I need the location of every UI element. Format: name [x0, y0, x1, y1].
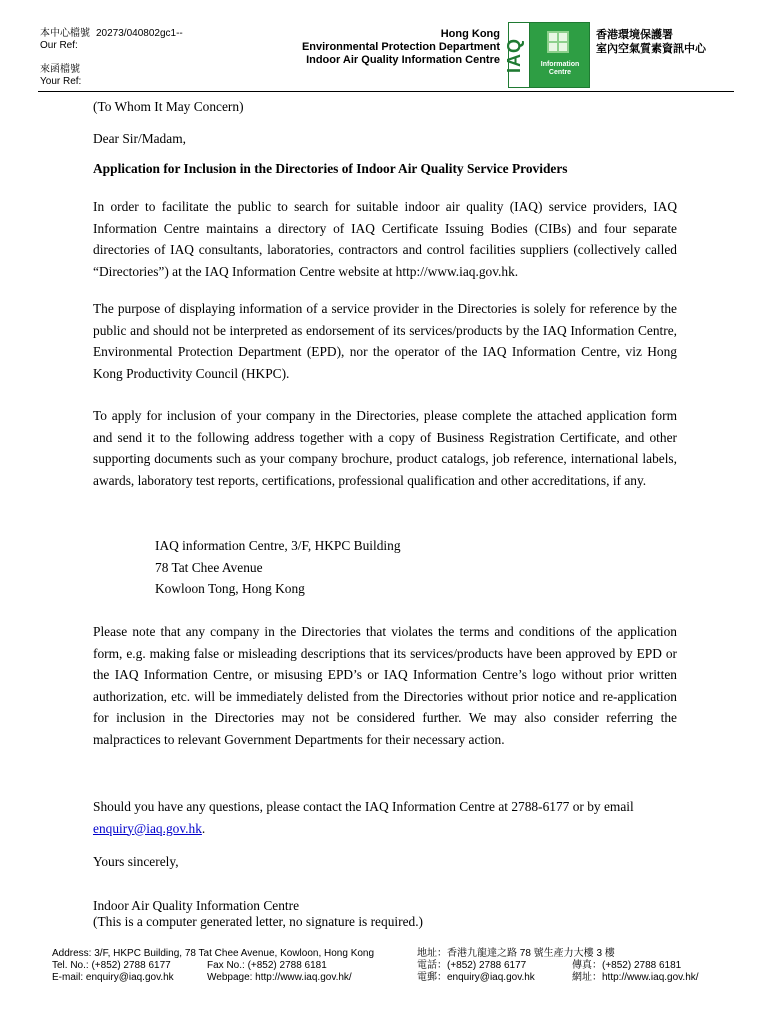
footer-email: E-mail: enquiry@iaq.gov.hk [52, 972, 174, 983]
closing: Yours sincerely, [93, 854, 179, 869]
signature-block [93, 898, 677, 930]
signer-note: (This is a computer generated letter, no signature is required.) [93, 914, 424, 929]
mailing-address [155, 535, 401, 600]
email-link[interactable]: enquiry@iaq.gov.hk [93, 820, 202, 836]
logo-caption [533, 61, 587, 77]
our-ref-label: Our Ref: [40, 40, 78, 51]
paragraph-5 [93, 796, 677, 839]
subject-line: Application for Inclusion in the Directories of Indoor Air Quality Service Providers [93, 161, 568, 176]
logo-letters: IAQ [504, 37, 525, 74]
footer-english [52, 948, 374, 984]
footer-fax: Fax No.: (+852) 2788 6181 [207, 960, 327, 971]
salutation: Dear Sir/Madam, [93, 131, 186, 146]
org-line-2: Environmental Protection Department [301, 41, 500, 53]
footer-email-cn: 電郵：enquiry@iaq.gov.hk [417, 972, 535, 983]
address-line-3: Kowloon Tong, Hong Kong [155, 581, 305, 597]
contact-text: Should you have any questions, please contact the IAQ Information Centre at 2788-6177 or by email [93, 799, 634, 814]
org-line-3: Indoor Air Quality Information Centre [306, 54, 500, 66]
address-line-2: 78 Tat Chee Avenue [155, 559, 263, 575]
your-ref-cn-label: 來函檔號 [40, 64, 80, 75]
footer-fax-cn: 傳真：(+852) 2788 6181 [572, 960, 682, 971]
our-ref-value: 20273/040802gc1-- [96, 28, 183, 39]
paragraph-2: The purpose of displaying information of a service provider in the Directories is solely for reference by the public and should not be interpreted as endorsement of its services/products by the IAQ Information Centre, Environmental Protection Department (EPD), nor the operator of the IAQ Information Centre, viz Hong Kong Productivity Council (HKPC). [93, 301, 677, 381]
footer-address-cn: 地址：香港九龍達之路 78 號生產力大樓 3 樓 [417, 948, 615, 959]
paragraph-3: To apply for inclusion of your company in the Directories, please complete the attached application form and send it to the following address together with a copy of Business Registration Certificate, and other supporting documents such as your company brochure, product catalogs, job reference, international labels, awards, laboratory test reports, certifications, professional qualification and other accreditations, if any. [93, 408, 677, 488]
footer-tel: Tel. No.: (+852) 2788 6177 [52, 960, 171, 971]
header-divider [38, 91, 734, 92]
reference-block [40, 28, 183, 88]
paragraph-4: Please note that any company in the Directories that violates the terms and conditions of the application form, e.g. making false or misleading descriptions that its services/products have been approved by EPD or the IAQ Information Centre, or misusing EPD’s or IAQ Information Centre’s logo without prior written authorization, etc. will be immediately delisted from the Directories without prior notice and re-application for inclusion in the Directories may not be considered further. We may also consider referring the malpractices to relevant Government Departments for their necessary action. [93, 624, 677, 747]
footer-chinese [417, 948, 699, 984]
org-line-1: Hong Kong [440, 28, 500, 40]
footer-address: Address: 3/F, HKPC Building, 78 Tat Chee Avenue, Kowloon, Hong Kong [52, 948, 375, 959]
cn-heading-line-2: 室內空氣質素資訊中心 [596, 43, 706, 55]
logo-caption-line-1: Information [540, 61, 580, 68]
footer-tel-cn: 電話：(+852) 2788 6177 [417, 960, 527, 971]
paragraph-1: In order to facilitate the public to search for suitable indoor air quality (IAQ) service providers, IAQ Information Centre maintains a directory of IAQ Certificate Issuing Bodies (CIBs) and four separate directories of IAQ consultants, laboratories, contractors and control facilities suppliers (collectively called “Directories”) at the IAQ Information Centre website at http://www.iaq.gov.hk. [93, 199, 677, 279]
recipient-line: (To Whom It May Concern) [93, 99, 244, 114]
contact-end: . [201, 820, 206, 836]
logo-caption-line-2: Centre [548, 69, 572, 76]
footer-web-cn: 網址：http://www.iaq.gov.hk/ [572, 972, 699, 983]
your-ref-label: Your Ref: [40, 76, 82, 87]
organisation-heading [260, 28, 500, 67]
footer-webpage: Webpage: http://www.iaq.gov.hk/ [207, 972, 352, 983]
our-ref-cn-label: 本中心檔號 [40, 28, 90, 39]
iaq-logo [504, 22, 590, 88]
address-line-1: IAQ information Centre, 3/F, HKPC Building [155, 538, 401, 553]
cn-heading-line-1: 香港環境保護署 [596, 29, 673, 41]
chinese-heading [596, 28, 706, 56]
signer-name: Indoor Air Quality Information Centre [93, 898, 300, 913]
window-icon [547, 31, 569, 53]
